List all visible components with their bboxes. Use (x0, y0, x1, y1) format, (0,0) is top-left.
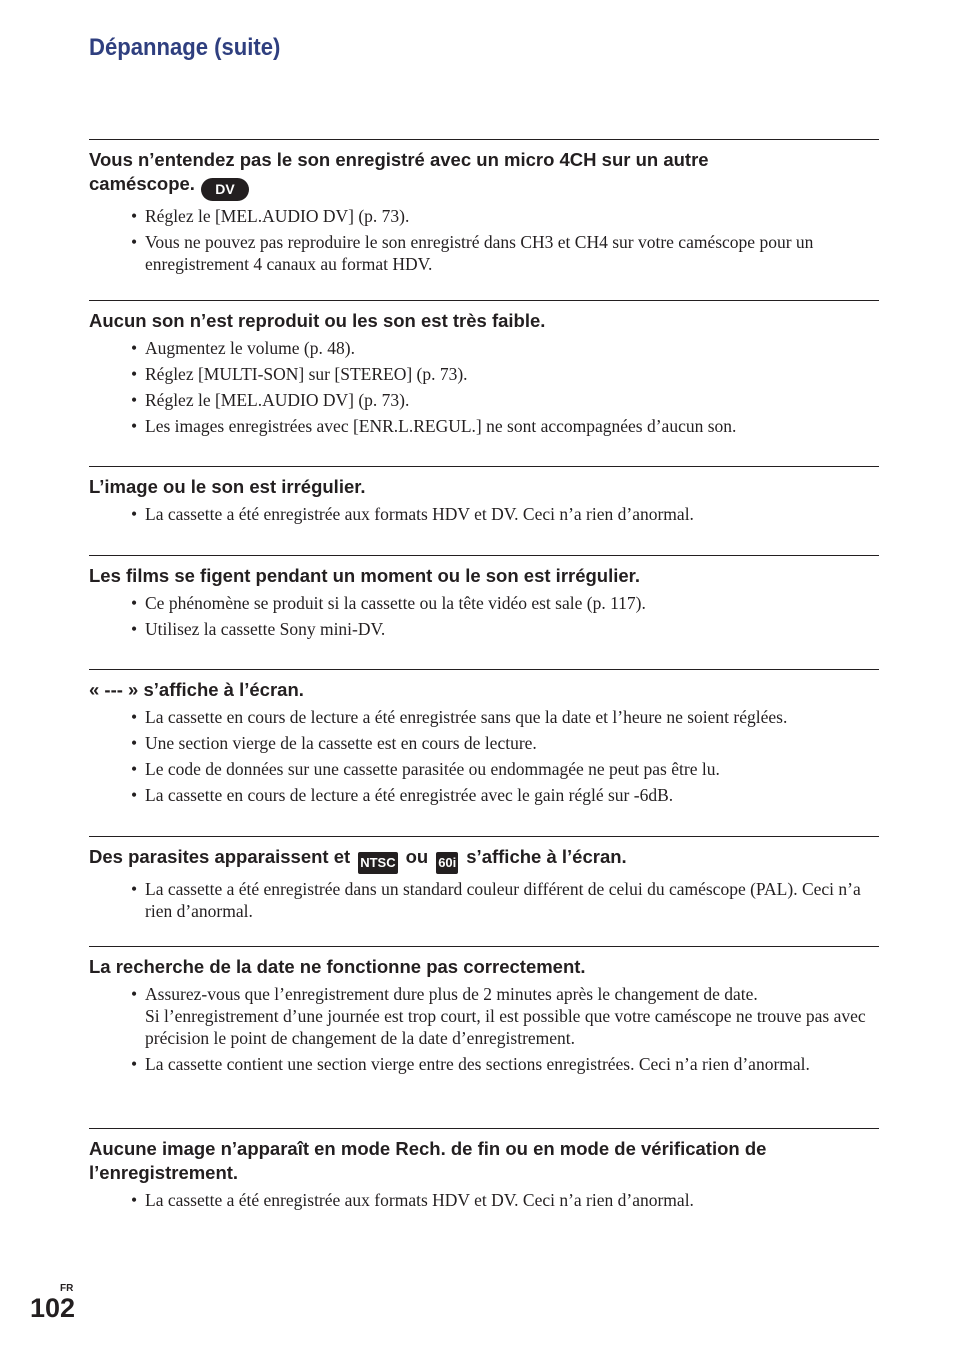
ntsc-icon: NTSC (358, 852, 397, 874)
section-title-text: ou (405, 846, 429, 867)
page-header-title: Dépannage (suite) (89, 34, 281, 61)
section-freeze (89, 555, 879, 644)
bullet-list (89, 1189, 879, 1211)
list-item: • La cassette a été enregistrée aux formats HDV et DV. Ceci n’a rien d’anormal. (89, 1189, 879, 1211)
list-item: • La cassette a été enregistrée dans un standard couleur différent de celui du caméscope (PAL). Ceci n’a rien d’anormal. (89, 878, 879, 922)
60i-icon: 60i (436, 852, 458, 874)
list-item: • Les images enregistrées avec [ENR.L.REGUL.] ne sont accompagnées d’aucun son. (89, 415, 879, 437)
list-item: • Réglez [MULTI-SON] sur [STEREO] (p. 73). (89, 363, 879, 385)
section-title (89, 140, 809, 201)
list-item: • Une section vierge de la cassette est en cours de lecture. (89, 732, 879, 754)
dv-icon: DV (201, 178, 249, 201)
list-item: • La cassette contient une section vierge entre des sections enregistrées. Ceci n’a rien d’anormal. (89, 1053, 879, 1075)
list-item: • La cassette a été enregistrée aux formats HDV et DV. Ceci n’a rien d’anormal. (89, 503, 879, 525)
list-item-text: Si l’enregistrement d’une journée est trop court, il est possible que votre caméscope ne trouve pas avec précision le point de changement de la date d’enregistrement. (145, 1006, 866, 1048)
list-item: • Réglez le [MEL.AUDIO DV] (p. 73). (89, 389, 879, 411)
section-title: L’image ou le son est irrégulier. (89, 476, 366, 497)
bullet-list (89, 706, 879, 806)
section-dashes (89, 669, 879, 810)
list-item (89, 983, 879, 1049)
list-item: • La cassette en cours de lecture a été enregistrée sans que la date et l’heure ne soient réglées. (89, 706, 879, 728)
bullet-list (89, 983, 879, 1075)
list-item: • Le code de données sur une cassette parasitée ou endommagée ne peut pas être lu. (89, 758, 879, 780)
list-item-text: • Assurez-vous que l’enregistrement dure plus de 2 minutes après le changement de date. (145, 984, 758, 1004)
section-title-text: s’affiche à l’écran. (466, 846, 627, 867)
bullet-list (89, 205, 879, 275)
section-title: Aucun son n’est reproduit ou les son est très faible. (89, 310, 546, 331)
section-title: La recherche de la date ne fonctionne pas correctement. (89, 956, 586, 977)
list-item: • Utilisez la cassette Sony mini-DV. (89, 618, 879, 640)
bullet-list (89, 337, 879, 437)
list-item: • Réglez le [MEL.AUDIO DV] (p. 73). (89, 205, 879, 227)
page-number: 102 (30, 1293, 76, 1323)
section-irregular (89, 466, 879, 529)
section-4ch-sound (89, 139, 879, 279)
list-item: • Augmentez le volume (p. 48). (89, 337, 879, 359)
section-end-search (89, 1128, 879, 1215)
section-title: Aucune image n’apparaît en mode Rech. de fin ou en mode de vérification de l’enregistrement. (89, 1138, 767, 1183)
section-noise (89, 836, 879, 926)
bullet-list (89, 503, 879, 525)
bullet-list (89, 592, 879, 640)
section-no-sound (89, 300, 879, 441)
section-title: « --- » s’affiche à l’écran. (89, 679, 304, 700)
list-item: • Ce phénomène se produit si la cassette ou la tête vidéo est sale (p. 117). (89, 592, 879, 614)
section-title: Les films se figent pendant un moment ou le son est irrégulier. (89, 565, 640, 586)
bullet-list (89, 878, 879, 922)
section-title-text: Vous n’entendez pas le son enregistré avec un micro 4CH sur un autre caméscope. (89, 149, 709, 194)
language-label: FR (60, 1283, 74, 1294)
section-title (89, 837, 879, 874)
section-date-search (89, 946, 879, 1079)
section-title-text: Des parasites apparaissent et (89, 846, 351, 867)
list-item: • Vous ne pouvez pas reproduire le son enregistré dans CH3 et CH4 sur votre caméscope pour un enregistrement 4 canaux au format HDV. (89, 231, 879, 275)
list-item: • La cassette en cours de lecture a été enregistrée avec le gain réglé sur -6dB. (89, 784, 879, 806)
